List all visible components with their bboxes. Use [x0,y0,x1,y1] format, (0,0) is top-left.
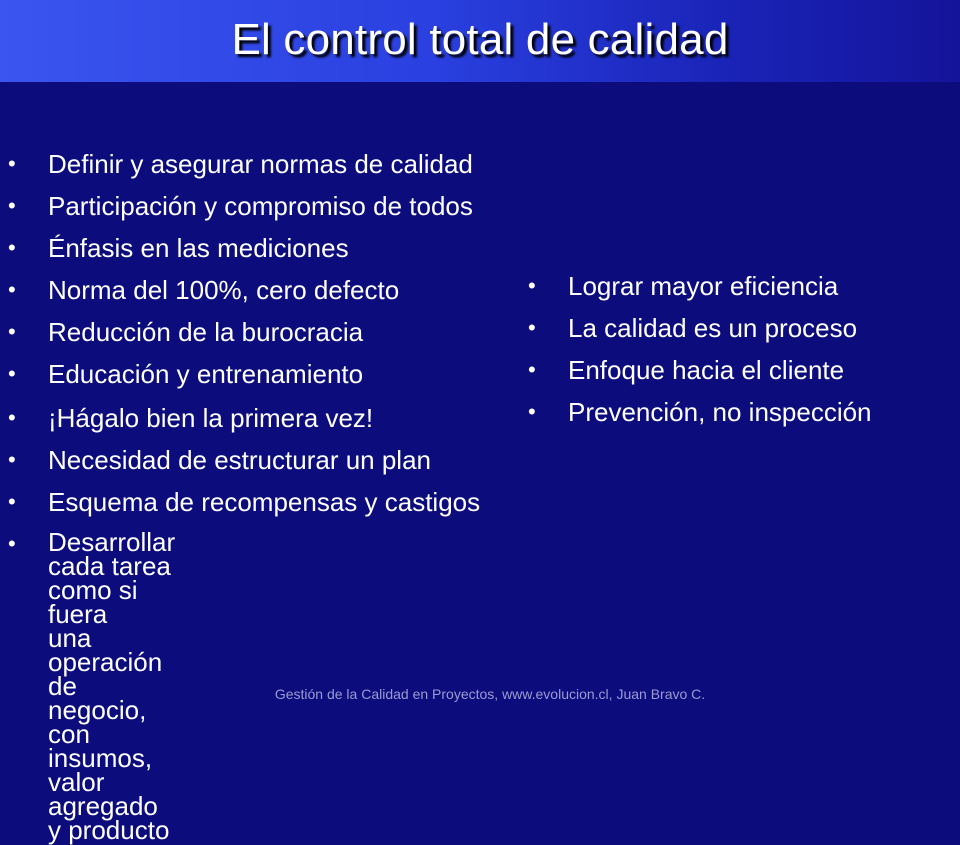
list-item-text: Norma del 100%, cero defecto [48,275,400,305]
right-bullet-list [528,270,958,440]
list-item-text: ¡Hágalo bien la primera vez! [48,403,374,433]
bullet-icon: • [8,193,16,218]
list-item-text: Educación y entrenamiento [48,359,364,389]
footer-credit: Gestión de la Calidad en Proyectos, www.evolucion.cl, Juan Bravo C. [274,686,706,702]
bullet-icon: • [8,531,16,556]
list-item-text: Lograr mayor eficiencia [568,271,839,301]
list-item-text: La calidad es un proceso [568,313,858,343]
bullet-icon: • [8,447,16,472]
bullet-icon: • [8,361,16,386]
list-item-text: Desarrollar cada tarea como si fuera una operación de negocio, con insumos, valor agregado y producto [48,527,176,845]
bullet-icon: • [528,399,536,424]
list-item-text: Definir y asegurar normas de calidad [48,149,473,179]
bullet-icon: • [8,235,16,260]
bullet-icon: • [528,273,536,298]
bullet-icon: • [528,315,536,340]
bullet-icon: • [8,489,16,514]
list-item-text: Participación y compromiso de todos [48,191,473,221]
list-item-text: Necesidad de estructurar un plan [48,445,432,475]
list-item-text: Énfasis en las mediciones [48,233,349,263]
list-item-text: Enfoque hacia el cliente [568,355,845,385]
bullet-icon: • [8,405,16,430]
list-item-text: Reducción de la burocracia [48,317,364,347]
bullet-icon: • [8,151,16,176]
slide-title: El control total de calidad [231,15,729,64]
list-item-text: Prevención, no inspección [568,397,872,427]
bullet-icon: • [528,357,536,382]
bullet-icon: • [8,319,16,344]
bullet-icon: • [8,277,16,302]
list-item-text: Esquema de recompensas y castigos [48,487,481,517]
